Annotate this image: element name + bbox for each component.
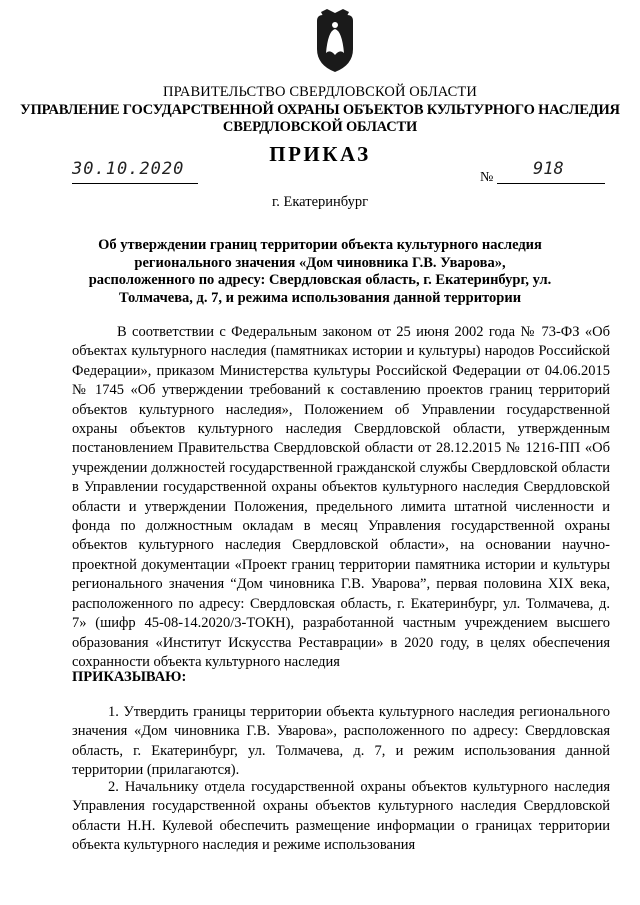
order-item-1: 1. Утвердить границы территории объекта культурного наследия регионального значения «Дом чиновника Г.В. Уварова», расположенного по адресу: Свердловская область, г. Екатеринбург, ул. Толмачева, д. 7, и режим использования данной территории (прилагаются). [72, 704, 610, 779]
preamble-paragraph: В соответствии с Федеральным законом от 25 июня 2002 года № 73-ФЗ «Об объектах культурного наследия (памятниках истории и культуры) народов Российской Федерации», приказом Министерства культуры Российской Федерации от 04.06.2015 № 1745 «Об утверждении требований к составлению проектов границ территорий объектов культурного наследия», Положением об Управлении государственной охраны объектов культурного наследия Свердловской области, утвержденным постановлением Правительства Свердловской области от 28.12.2015 № 1216-ПП «Об учреждении должностей государственной гражданской службы Свердловской области в Управлении государственной охраны объектов культурного наследия Свердловской области и утверждении Положения, предельного лимита штатной численности и фонда по должностным окладам в месяц Управления государственной охраны объектов культурного наследия Свердловской области», на основании научно-проектной документации «Проект границ территории памятника истории и культуры регионального значения “Дом чиновника Г.В. Уварова”, первая половина XIX века, расположенного по адресу: Свердловская область, г. Екатеринбург, ул. Толмачева, д. 7» (шифр 45-08-14.2020/3-ТОКН), разработанной частным учреждением высшего образования «Институт Искусства Реставрации» в 2020 году, в целях обеспечения сохранности объекта культурного наследия [72, 324, 610, 670]
coat-of-arms-icon [307, 9, 363, 75]
department-line-2: СВЕРДЛОВСКОЙ ОБЛАСТИ [222, 119, 418, 135]
number-label: № [480, 170, 494, 185]
order-number: 918 [497, 159, 605, 184]
department-name [0, 102, 640, 136]
city-name: г. Екатеринбург [271, 194, 369, 210]
department-line-1: УПРАВЛЕНИЕ ГОСУДАРСТВЕННОЙ ОХРАНЫ ОБЪЕКТОВ КУЛЬТУРНОГО НАСЛЕДИЯ [20, 102, 620, 118]
order-item-2: 2. Начальнику отдела государственной охраны объектов культурного наследия Управления государственной охраны объектов культурного наследия Свердловской области Н.Н. Кулевой обеспечить размещение информации о границах территории объекта культурного наследия и режиме использования [72, 779, 610, 854]
government-name: ПРАВИТЕЛЬСТВО СВЕРДЛОВСКОЙ ОБЛАСТИ [163, 84, 477, 100]
decree-heading: ПРИКАЗЫВАЮ: [72, 669, 187, 685]
document-title: ПРИКАЗ [269, 142, 371, 166]
order-subject: Об утверждении границ территории объекта культурного наследия регионального значения «Дом чиновника Г.В. Уварова», расположенного по адресу: Свердловская область, г. Екатеринбург, ул. Толмачева, д. 7, и режима использования данной территории [88, 237, 552, 306]
order-date: 30.10.2020 [72, 159, 198, 184]
